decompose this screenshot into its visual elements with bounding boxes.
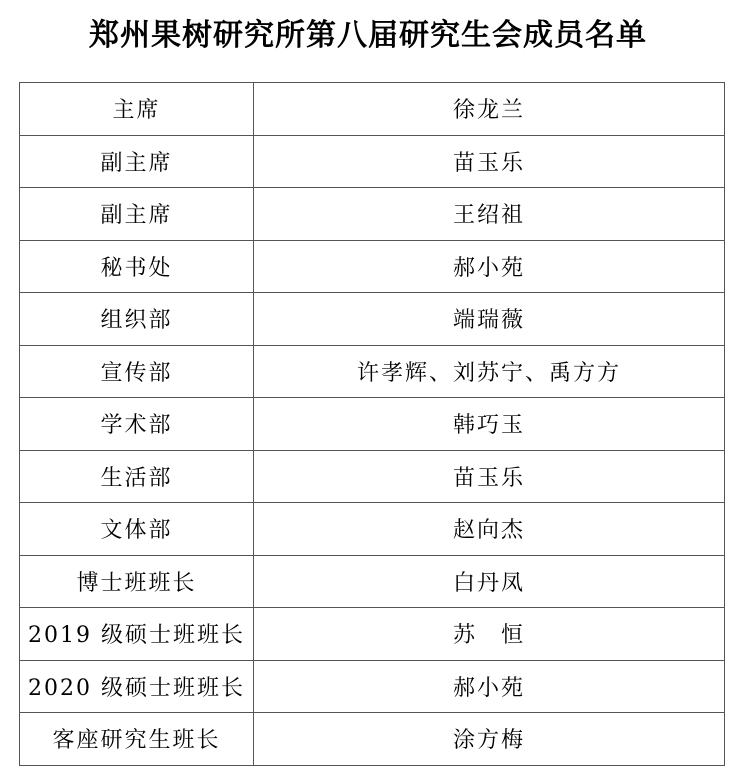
member-name-cell: 苗玉乐: [254, 450, 725, 503]
table-row: [20, 188, 725, 241]
page-title: 郑州果树研究所第八届研究生会成员名单: [89, 18, 647, 53]
member-name-cell: 徐龙兰: [254, 83, 725, 136]
role-cell: 文体部: [20, 503, 254, 556]
member-name-cell: 郝小苑: [254, 240, 725, 293]
table-row: [20, 398, 725, 451]
table-row: [20, 503, 725, 556]
role-cell: 2020 级硕士班班长: [20, 660, 254, 713]
member-name-cell: 端瑞薇: [254, 293, 725, 346]
role-cell: 组织部: [20, 293, 254, 346]
member-table: [19, 82, 725, 766]
table-row: [20, 608, 725, 661]
member-name-cell: 苗玉乐: [254, 135, 725, 188]
member-name-cell: 白丹凤: [254, 555, 725, 608]
table-row: [20, 450, 725, 503]
role-cell: 宣传部: [20, 345, 254, 398]
table-row: [20, 345, 725, 398]
role-cell: 2019 级硕士班班长: [20, 608, 254, 661]
table-row: [20, 135, 725, 188]
member-name-cell: 赵向杰: [254, 503, 725, 556]
role-cell: 客座研究生班长: [20, 713, 254, 766]
table-row: [20, 293, 725, 346]
role-cell: 博士班班长: [20, 555, 254, 608]
table-row: [20, 660, 725, 713]
role-cell: 学术部: [20, 398, 254, 451]
table-row: [20, 83, 725, 136]
table-row: [20, 713, 725, 766]
member-name-cell: 许孝辉、刘苏宁、禹方方: [254, 345, 725, 398]
member-name-cell: 郝小苑: [254, 660, 725, 713]
role-cell: 生活部: [20, 450, 254, 503]
member-name-cell: 涂方梅: [254, 713, 725, 766]
member-name-cell: 韩巧玉: [254, 398, 725, 451]
table-row: [20, 555, 725, 608]
role-cell: 副主席: [20, 135, 254, 188]
role-cell: 秘书处: [20, 240, 254, 293]
role-cell: 副主席: [20, 188, 254, 241]
table-row: [20, 240, 725, 293]
member-name-cell: 王绍祖: [254, 188, 725, 241]
role-cell: 主席: [20, 83, 254, 136]
member-name-cell: 苏 恒: [254, 608, 725, 661]
